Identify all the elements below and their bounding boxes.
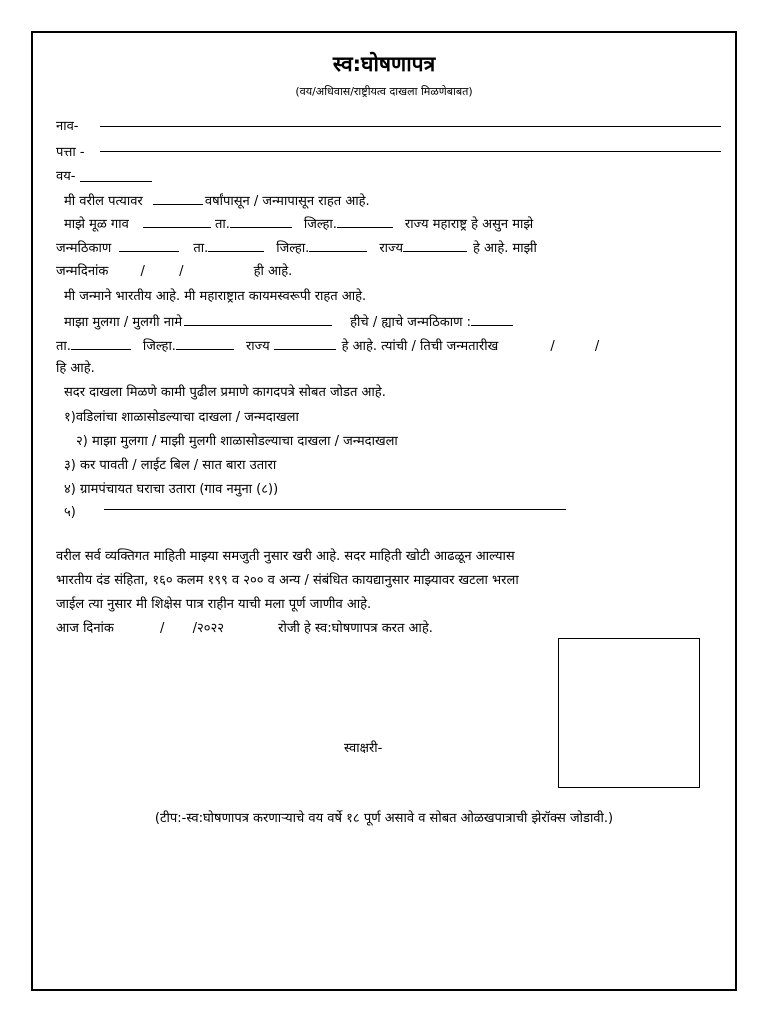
address-label: पत्ता -: [56, 145, 85, 160]
birthplace-blank[interactable]: [119, 239, 179, 252]
birth-taluka-blank[interactable]: [208, 239, 264, 252]
child-birthplace-blank[interactable]: [471, 313, 513, 326]
today-date-sep-1: /: [160, 621, 165, 636]
birthdate-sep-2: /: [179, 264, 184, 279]
child-district-blank[interactable]: [176, 337, 234, 350]
birth-state-label: राज्य: [379, 241, 403, 256]
child-birthdate-text: हे आहे. त्यांची / तिची जन्मतारीख: [341, 339, 499, 354]
signature-label: स्वाक्षरी-: [344, 741, 383, 756]
native-taluka-label: ता.: [214, 217, 230, 232]
document-item-3: ३) कर पावती / लाईट बिल / सात बारा उतारा: [64, 458, 277, 473]
child-birthdate-sep-2: /: [594, 339, 600, 354]
declaration-line-2: भारतीय दंड संहिता, १६० कलम १९९ व २०० व अन्य / संबंधित कायद्यानुसार माझ्यावर खटला भरला: [56, 573, 519, 588]
child-taluka-blank[interactable]: [71, 337, 131, 350]
document-item-2: २) माझा मुलगा / माझी मुलगी शाळासोडल्याचा दाखला / जन्मदाखला: [76, 434, 398, 449]
nationality-statement: मी जन्माने भारतीय आहे. मी महाराष्ट्रात कायमस्वरूपी राहत आहे.: [64, 289, 367, 304]
native-taluka-blank[interactable]: [230, 215, 292, 228]
page-title: स्व:घोषणापत्र: [332, 52, 436, 76]
birthdate-sep-1: /: [140, 264, 145, 279]
child-name-blank[interactable]: [184, 313, 332, 326]
photo-box: [558, 638, 700, 788]
residence-text-2: वर्षांपासून / जन्मापासून राहत आहे.: [204, 194, 370, 209]
native-state-text: राज्य महाराष्ट्र हे असुन माझे: [404, 217, 534, 232]
native-village-label: माझे मूळ गाव: [64, 217, 129, 232]
today-date-text: रोजी हे स्व:घोषणापत्र करत आहे.: [278, 621, 433, 636]
birthdate-label: जन्मदिनांक: [56, 264, 109, 279]
documents-intro: सदर दाखला मिळणे कामी पुढील प्रमाणे कागदपत्रे सोबत जोडत आहे.: [64, 385, 386, 400]
declaration-line-1: वरील सर्व व्यक्तिगत माहिती माझ्या समजुती नुसार खरी आहे. सदर माहिती खोटी आढळून आल्यास: [56, 549, 515, 564]
birth-district-blank[interactable]: [309, 239, 367, 252]
address-field-line[interactable]: [100, 151, 721, 152]
age-label: वय-: [56, 169, 76, 184]
today-date-year: /२०२२: [192, 621, 224, 636]
years-blank[interactable]: [153, 192, 203, 205]
native-village-blank[interactable]: [143, 215, 211, 228]
native-district-label: जिल्हा.: [303, 217, 337, 232]
document-5-line[interactable]: [104, 509, 566, 510]
child-taluka-label: ता.: [56, 339, 71, 354]
name-field-line[interactable]: [100, 126, 721, 127]
document-item-5: ५): [64, 505, 76, 520]
page-subtitle: (वय/अधिवास/राष्ट्रीयत्व दाखला मिळणेबाबत): [295, 85, 473, 98]
document-item-4: ४) ग्रामपंचायत घराचा उतारा (गाव नमुना (८)): [64, 482, 279, 497]
birth-district-label: जिल्हा.: [276, 241, 310, 256]
child-district-label: जिल्हा.: [142, 339, 176, 354]
child-state-label: राज्य: [245, 339, 270, 354]
child-name-label: माझा मुलगा / मुलगी नामे: [64, 315, 183, 330]
residence-text-1: मी वरील पत्यावर: [64, 194, 143, 209]
declaration-line-3: जाईल त्या नुसार मी शिक्षेस पात्र राहीन याची मला पूर्ण जाणीव आहे.: [56, 597, 372, 612]
child-birthdate-sep-1: /: [550, 339, 555, 354]
birthdate-text: ही आहे.: [253, 264, 293, 279]
name-label: नाव-: [56, 119, 79, 134]
birth-state-text: हे आहे. माझी: [473, 241, 537, 256]
native-district-blank[interactable]: [337, 215, 393, 228]
birthplace-label: जन्मठिकाण: [56, 241, 112, 256]
age-field-blank[interactable]: [80, 169, 152, 182]
child-birthdate-end: हि आहे.: [56, 361, 95, 376]
document-item-1: १)वडिलांचा शाळासोडल्याचा दाखला / जन्मदाखला: [64, 410, 299, 425]
child-state-blank[interactable]: [274, 337, 336, 350]
today-date-label: आज दिनांक: [56, 621, 114, 636]
birth-state-blank[interactable]: [403, 239, 467, 252]
child-birthplace-label: हीचे / ह्याचे जन्मठिकाण :: [350, 315, 472, 330]
birth-taluka-label: ता.: [193, 241, 209, 256]
footer-note: (टीप:-स्व:घोषणापत्र करणाऱ्याचे वय वर्षे १८ पूर्ण असावे व सोबत ओळखपात्राची झेरॉक्स जोडावी.): [154, 811, 614, 826]
